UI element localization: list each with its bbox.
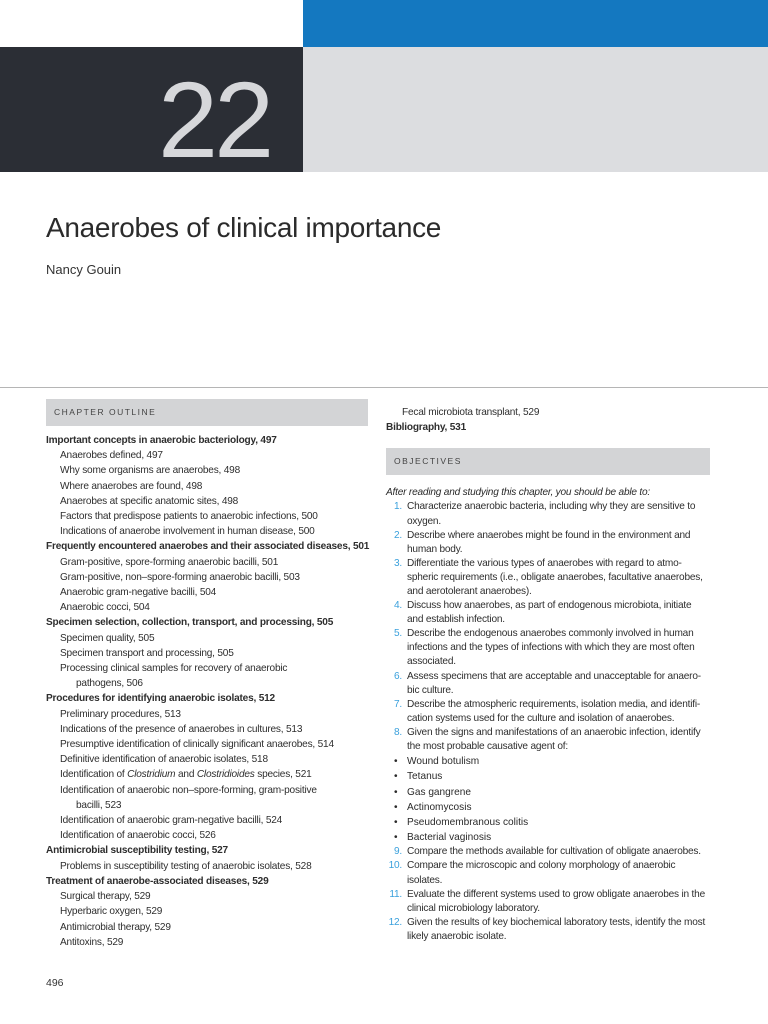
bullet-text: Bacterial vaginosis [407, 832, 492, 844]
chapter-number: 22 [158, 66, 271, 176]
bullet-item [386, 830, 710, 845]
bullet-item [386, 785, 710, 800]
objective-item [386, 599, 710, 627]
objective-text [407, 627, 710, 669]
objective-text-line: Compare the methods available for cultivation of obligate anaerobes. [407, 846, 701, 858]
bullet-dot-icon: • [394, 832, 398, 844]
page-number: 496 [46, 977, 64, 989]
objective-number: 2. [393, 529, 402, 541]
outline-entry: Antitoxins, 529 [60, 936, 124, 948]
bullet-dot-icon: • [394, 771, 398, 783]
outline-section-heading: Frequently encountered anaerobes and their associated diseases, 501 [46, 541, 370, 553]
objective-number: 6. [393, 670, 402, 682]
objective-number: 12. [388, 916, 402, 928]
objective-text-line: clinical microbiology laboratory. [407, 902, 540, 914]
outline-entry: Problems in susceptibility testing of anaerobic isolates, 528 [60, 860, 312, 872]
objective-number: 11. [389, 888, 402, 900]
outline-entry: Anaerobic cocci, 504 [60, 602, 150, 614]
outline-entry: Antimicrobial therapy, 529 [60, 921, 171, 933]
outline-section-heading: Important concepts in anaerobic bacteriology, 497 [46, 435, 277, 446]
objective-text [407, 859, 710, 887]
outline-entry: Identification of anaerobic non–spore-forming, gram-positive [60, 784, 317, 796]
outline-entry: Where anaerobes are found, 498 [60, 480, 203, 492]
outline-entry: Anaerobic gram-negative bacilli, 504 [60, 587, 217, 599]
objective-text-line: infections and the types of infections with which they are most often [407, 642, 695, 654]
outline-section-heading: Procedures for identifying anaerobic isolates, 512 [46, 693, 275, 705]
chapter-outline-header: CHAPTER OUTLINE [46, 399, 368, 426]
bullet-text: Actinomycosis [407, 801, 472, 813]
outline-entry: Anaerobes at specific anatomic sites, 498 [60, 495, 239, 507]
objective-text-line: the most probable causative agent of: [407, 741, 568, 752]
objective-number: 10. [388, 860, 402, 872]
objective-item [386, 627, 710, 669]
outline-entry: Surgical therapy, 529 [60, 891, 151, 903]
chapter-outline-column [46, 399, 368, 950]
objectives-list [386, 500, 710, 944]
outline-entry: Specimen quality, 505 [60, 632, 155, 644]
bullet-text: Wound botulism [407, 756, 480, 768]
outline-entry: Why some organisms are anaerobes, 498 [60, 465, 240, 477]
chapter-title: Anaerobes of clinical importance [46, 212, 442, 243]
outline-section-heading: Antimicrobial susceptibility testing, 527 [46, 845, 228, 857]
chapter-band-gray [303, 47, 768, 172]
objective-text-line: likely anaerobic isolate. [407, 930, 507, 942]
bullet-item [386, 800, 710, 815]
objective-item [386, 557, 710, 599]
objective-text-line: and establish infection. [407, 614, 505, 626]
objective-item [386, 726, 710, 754]
outline-entry: Presumptive identification of clinically significant anaerobes, 514 [60, 739, 334, 751]
right-column [386, 405, 710, 944]
objective-text [407, 698, 710, 726]
objective-text-line: Discuss how anaerobes, as part of endogenous microbiota, initiate [407, 600, 692, 612]
outline-entry: Specimen transport and processing, 505 [60, 647, 234, 659]
objective-item [386, 698, 710, 726]
chapter-author: Nancy Gouin [46, 262, 122, 277]
outline-entry: Anaerobes defined, 497 [60, 450, 163, 462]
objective-text [407, 726, 710, 754]
outline-entry: Identification of Clostridium and Clostridioides species, 521 [60, 769, 312, 781]
chapter-outline-list [46, 433, 368, 950]
objective-number: 5. [393, 628, 402, 640]
objective-text-line: Characterize anaerobic bacteria, including why they are sensitive to [407, 501, 696, 513]
objective-item [386, 845, 710, 859]
objective-text-line: human body. [407, 543, 463, 555]
objective-text-line: isolates. [407, 874, 443, 886]
outline-entry: Gram-positive, non–spore-forming anaerobic bacilli, 503 [60, 571, 300, 583]
objective-text-line: spheric requirements (i.e., obligate anaerobes, facultative anaerobes, [407, 571, 703, 583]
bullet-text: Gas gangrene [407, 786, 471, 798]
outline-entry: Indications of the presence of anaerobes in cultures, 513 [60, 723, 303, 735]
outline-entry: Identification of anaerobic gram-negative bacilli, 524 [60, 815, 283, 827]
outline-entry: Processing clinical samples for recovery of anaerobic [60, 663, 288, 675]
bullet-item [386, 815, 710, 830]
objective-text-line: oxygen. [407, 515, 441, 527]
header-band-blue [303, 0, 768, 47]
bullet-text: Pseudomembranous colitis [407, 816, 529, 828]
objective-text [407, 888, 710, 916]
objective-item [386, 670, 710, 698]
objective-text-line: and aerotolerant anaerobes). [407, 585, 532, 597]
outline-entry: Definitive identification of anaerobic isolates, 518 [60, 754, 268, 766]
objective-text-line: Describe the endogenous anaerobes commonly involved in human [407, 628, 694, 640]
objective-bullet-list [386, 754, 710, 845]
objective-text [407, 845, 710, 859]
objective-item [386, 500, 710, 528]
objective-text-line: Differentiate the various types of anaerobes with regard to atmo- [407, 557, 682, 569]
objective-text [407, 670, 710, 698]
header-band-white [0, 0, 303, 47]
objective-text-line: Assess specimens that are acceptable and unacceptable for anaero- [407, 670, 701, 682]
objective-number: 8. [393, 726, 402, 738]
bullet-item [386, 769, 710, 784]
bullet-dot-icon: • [394, 786, 398, 798]
chapter-outline-continued [386, 405, 710, 435]
outline-entry: Gram-positive, spore-forming anaerobic bacilli, 501 [60, 556, 279, 568]
objective-text [407, 916, 710, 944]
objective-text [407, 557, 710, 599]
outline-section-heading: Specimen selection, collection, transport, and processing, 505 [46, 617, 334, 629]
objective-number: 3. [393, 557, 402, 569]
objective-text-line: Evaluate the different systems used to grow obligate anaerobes in the [407, 888, 705, 900]
objective-text-line: Compare the microscopic and colony morphology of anaerobic [407, 860, 676, 872]
outline-entry: Identification of anaerobic cocci, 526 [60, 830, 216, 842]
objective-text-line: cation systems used for the culture and isolation of anaerobes. [407, 712, 675, 724]
outline-entry: Preliminary procedures, 513 [60, 708, 181, 720]
objective-number: 9. [393, 846, 402, 858]
bullet-dot-icon: • [394, 756, 398, 768]
objective-text [407, 500, 710, 528]
bullet-item [386, 754, 710, 769]
objective-item [386, 859, 710, 887]
objective-text-line: Given the results of key biochemical laboratory tests, identify the most [407, 916, 706, 928]
objective-number: 7. [393, 698, 402, 710]
outline-entry: pathogens, 506 [76, 678, 143, 690]
bullet-dot-icon: • [394, 816, 398, 828]
outline-entry: bacilli, 523 [76, 799, 122, 811]
objective-text-line: associated. [407, 656, 456, 668]
section-divider [0, 387, 768, 388]
objectives-header: OBJECTIVES [386, 448, 710, 475]
objective-text-line: Given the signs and manifestations of an anaerobic infection, identify [407, 726, 701, 738]
bullet-text: Tetanus [407, 771, 443, 783]
outline-entry: Hyperbaric oxygen, 529 [60, 906, 163, 918]
objective-number: 1. [393, 501, 402, 513]
outline-entry: Indications of anaerobe involvement in human disease, 500 [60, 526, 315, 538]
objective-text-line: bic culture. [407, 684, 454, 696]
objective-text-line: Describe where anaerobes might be found in the environment and [407, 529, 691, 541]
outline-section-heading: Bibliography, 531 [386, 422, 466, 434]
objective-item [386, 529, 710, 557]
objective-text-line: Describe the atmospheric requirements, isolation media, and identifi- [407, 698, 701, 710]
outline-entry: Factors that predispose patients to anaerobic infections, 500 [60, 511, 318, 523]
objective-number: 4. [393, 600, 402, 612]
objective-text [407, 529, 710, 557]
objective-text [407, 599, 710, 627]
bullet-dot-icon: • [394, 801, 398, 813]
outline-section-heading: Treatment of anaerobe-associated diseases, 529 [46, 875, 269, 887]
outline-entry: Fecal microbiota transplant, 529 [402, 407, 540, 418]
objective-item [386, 916, 710, 944]
objectives-intro: After reading and studying this chapter, you should be able to: [386, 487, 651, 499]
objective-item [386, 888, 710, 916]
